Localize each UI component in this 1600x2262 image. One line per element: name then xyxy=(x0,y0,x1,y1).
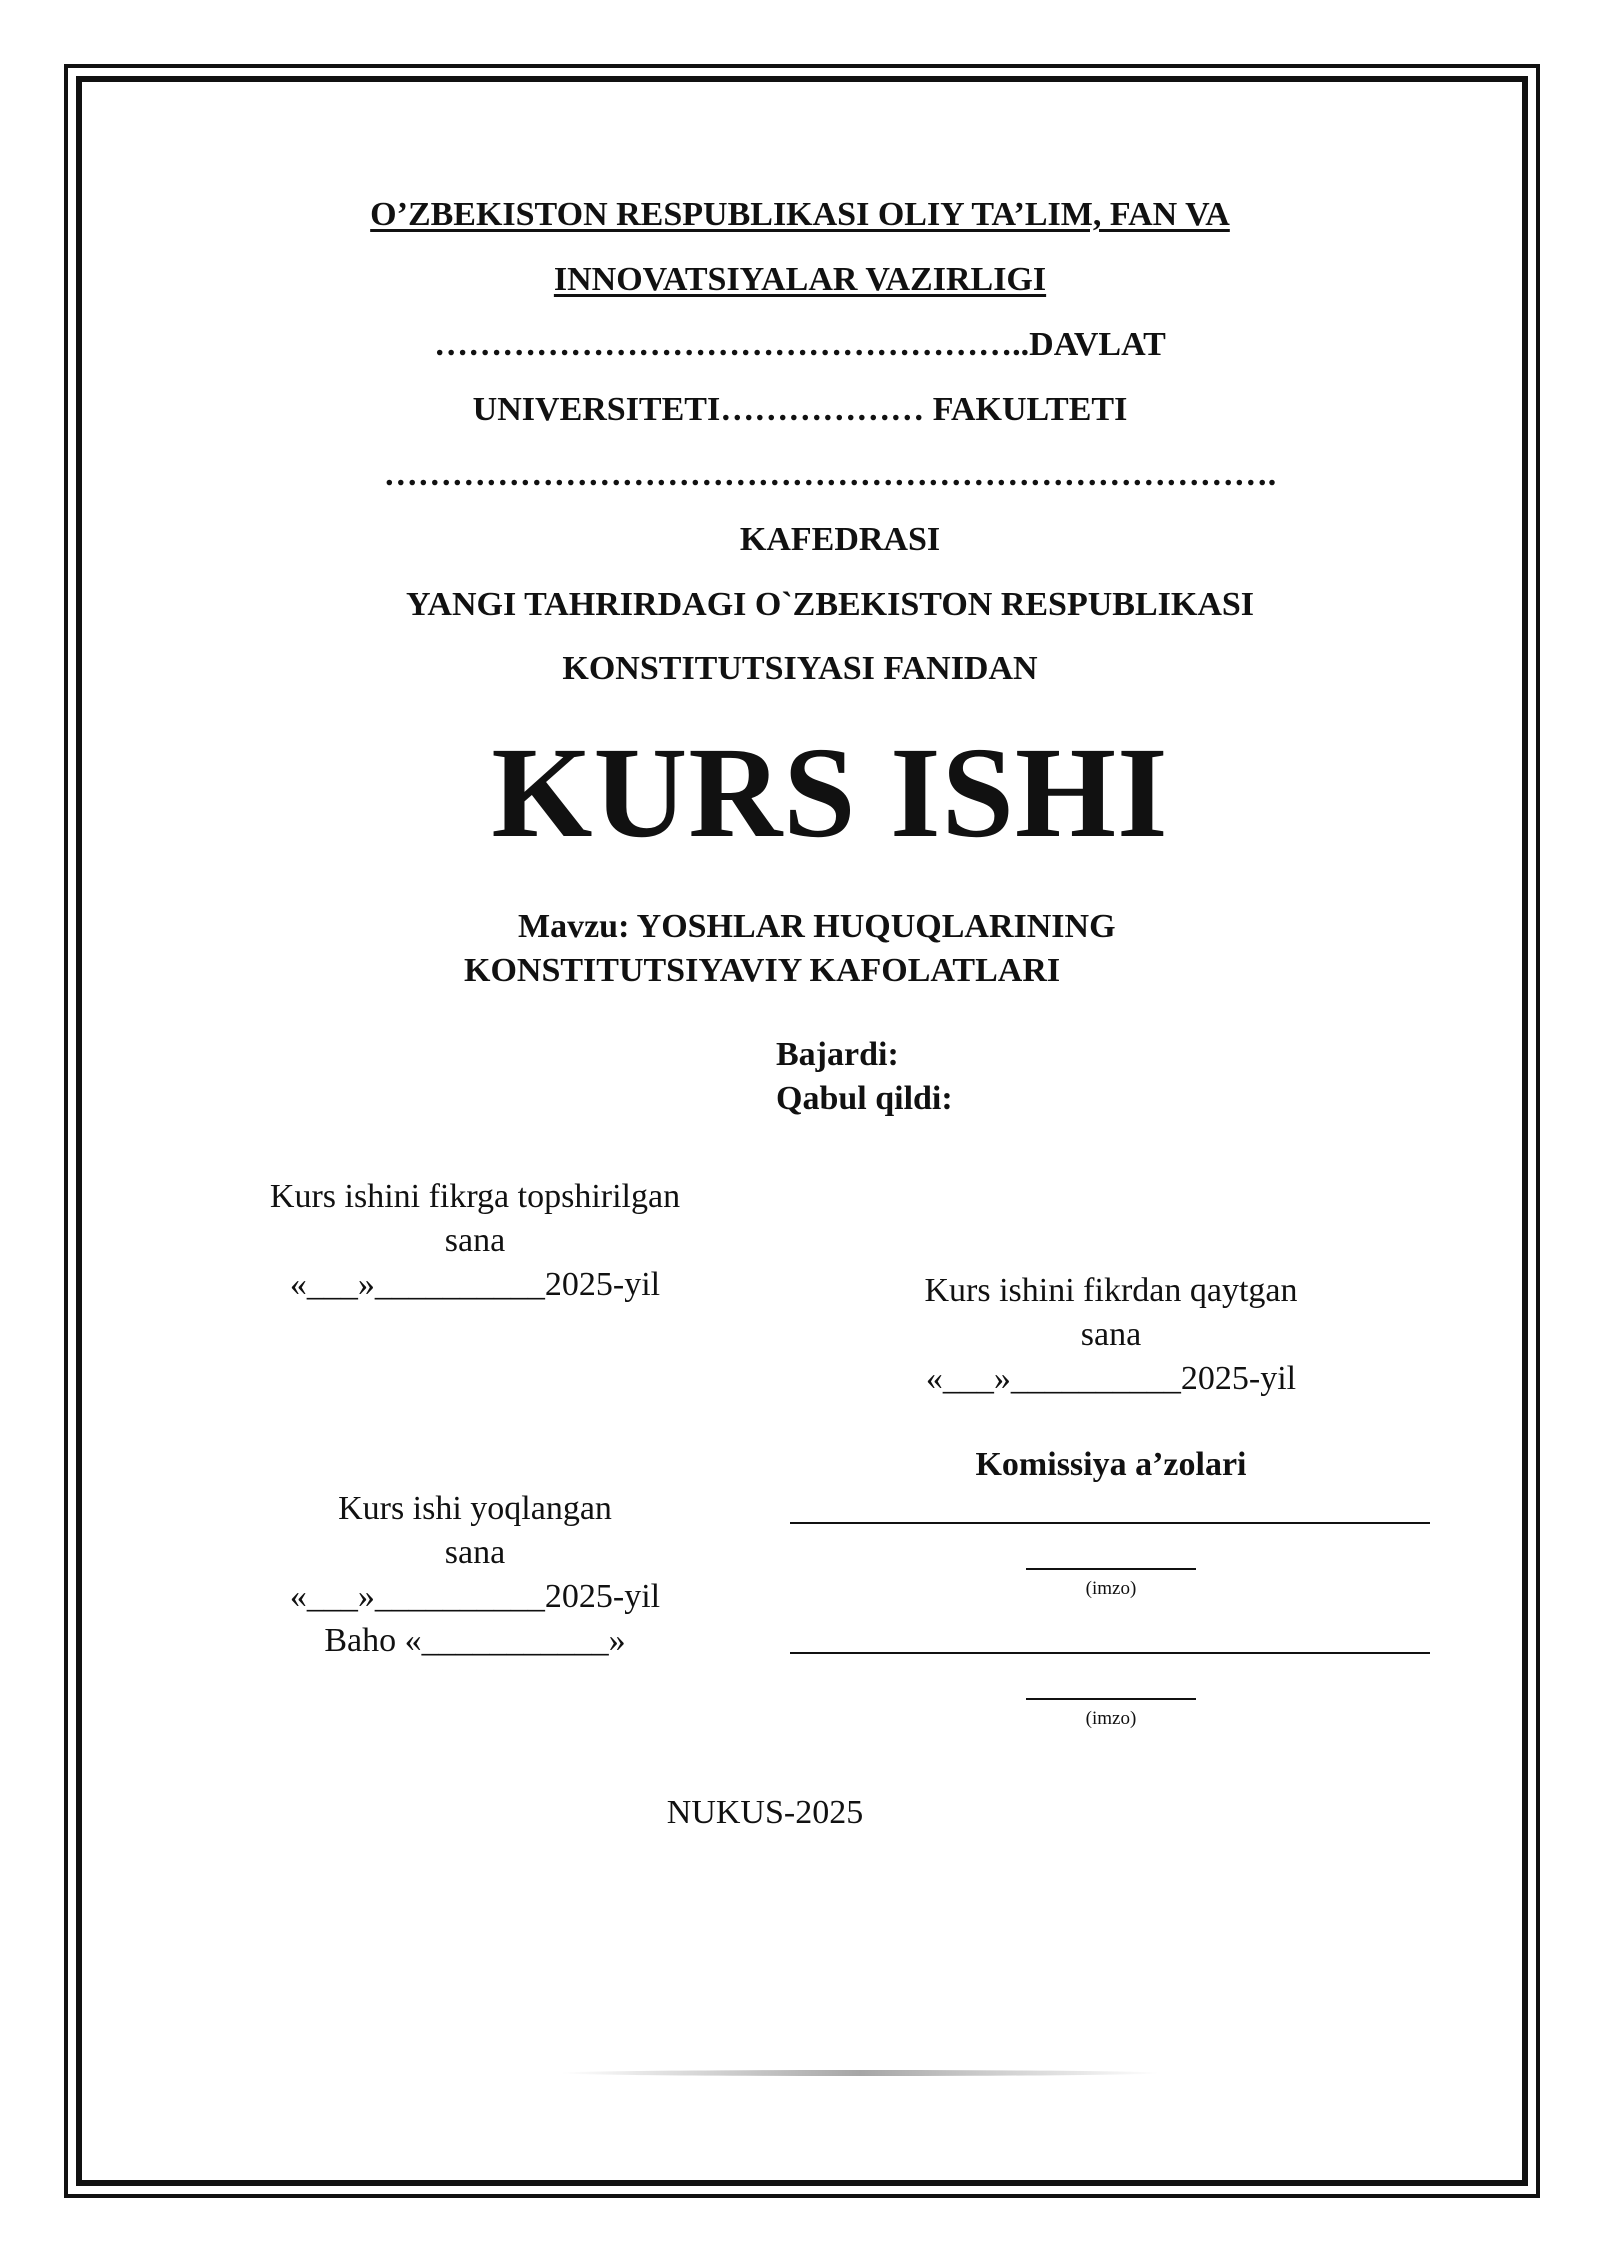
defended-line-1: Kurs ishi yoqlangan xyxy=(338,1490,612,1527)
topic-line-1: Mavzu: YOSHLAR HUQUQLARINING xyxy=(518,908,1116,945)
returned-date: «___»__________2025-yil xyxy=(925,1360,1297,1397)
university-line-1: ……………………………………………..DAVLAT xyxy=(434,326,1166,363)
commission-title: Komissiya a’zolari xyxy=(975,1446,1247,1483)
signature-label-1: (imzo) xyxy=(1085,1578,1137,1599)
city-year: NUKUS-2025 xyxy=(666,1794,864,1831)
grade-field: Baho «___________» xyxy=(324,1622,626,1659)
defended-date: «___»__________2025-yil xyxy=(289,1578,661,1615)
signature-label-2: (imzo) xyxy=(1085,1708,1137,1729)
document-title: KURS ISHI xyxy=(491,721,1169,865)
submitted-date: «___»__________2025-yil xyxy=(289,1266,661,1303)
ministry-line-1: O’ZBEKISTON RESPUBLIKASI OLIY TA’LIM, FAN VA xyxy=(370,196,1230,233)
subject-line-2: KONSTITUTSIYASI FANIDAN xyxy=(562,650,1038,687)
subject-line-1: YANGI TAHRIRDAGI O`ZBEKISTON RESPUBLIKASI xyxy=(405,586,1255,623)
department-dots: ……………………………………………………………………. xyxy=(383,456,1277,493)
topic-line-2: KONSTITUTSIYAVIY KAFOLATLARI xyxy=(464,952,1061,989)
returned-line-1: Kurs ishini fikrdan qaytgan xyxy=(924,1272,1298,1309)
commission-member-line-2 xyxy=(790,1652,1430,1654)
signature-line-1 xyxy=(1026,1568,1196,1570)
done-by-label: Bajardi: xyxy=(776,1036,899,1073)
commission-member-line-1 xyxy=(790,1522,1430,1524)
decorative-divider xyxy=(560,2070,1160,2076)
signature-line-2 xyxy=(1026,1698,1196,1700)
submitted-line-2: sana xyxy=(444,1222,506,1259)
returned-line-2: sana xyxy=(1080,1316,1142,1353)
submitted-line-1: Kurs ishini fikrga topshirilgan xyxy=(269,1178,681,1215)
defended-line-2: sana xyxy=(444,1534,506,1571)
university-line-2: UNIVERSITETI……………… FAKULTETI xyxy=(472,391,1128,428)
department-label: KAFEDRASI xyxy=(739,521,941,558)
ministry-line-2: INNOVATSIYALAR VAZIRLIGI xyxy=(553,261,1047,298)
accepted-by-label: Qabul qildi: xyxy=(776,1080,953,1117)
